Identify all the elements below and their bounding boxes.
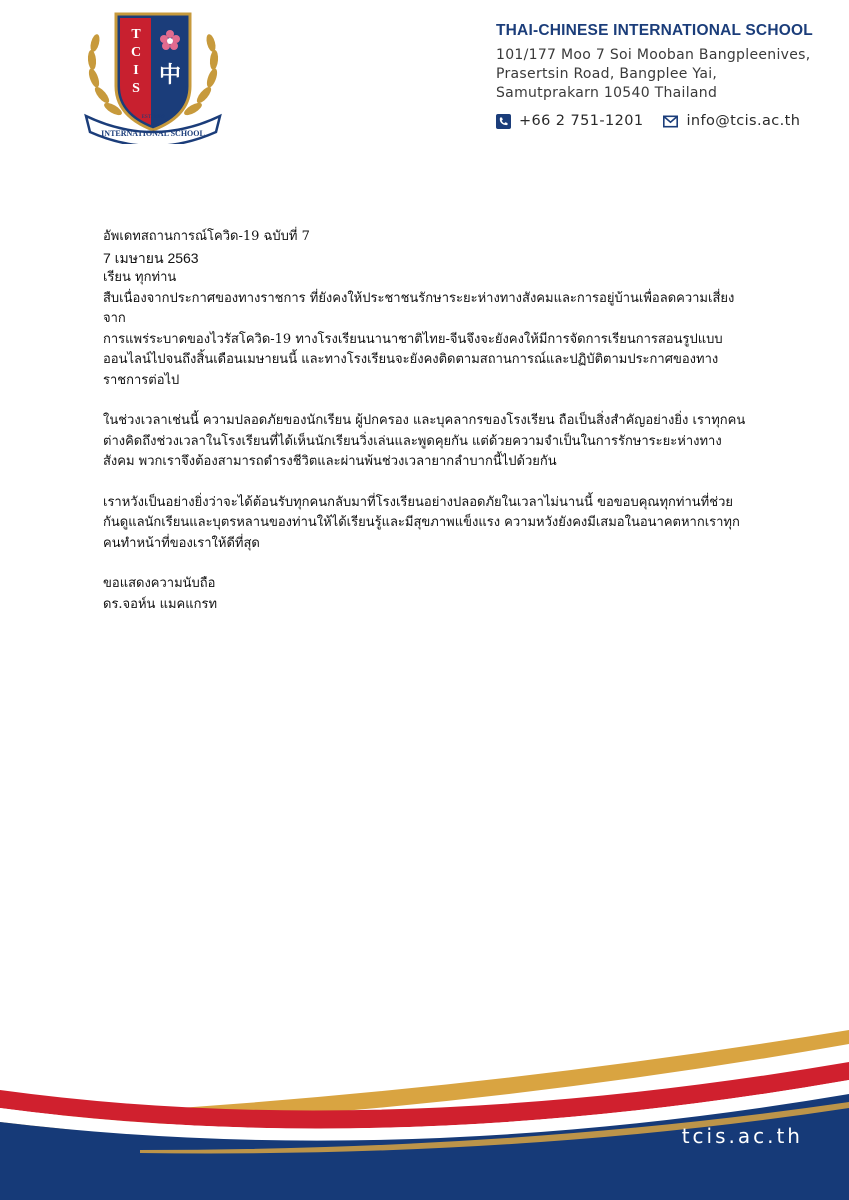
logo-letter: T (131, 27, 141, 42)
letter-closing: ขอแสดงความนับถือ (103, 576, 216, 591)
paragraph-line: ในช่วงเวลาเช่นนี้ ความปลอดภัยของนักเรียน ผู้ปกครอง และบุคลากรของโรงเรียน ถือเป็นสิ่งสำคัญอย่างยิ่ง เราทุกคน (103, 413, 746, 428)
paragraph-line: การแพร่ระบาดของไวรัสโควิด-19 ทางโรงเรียนนานาชาติไทย-จีนจึงจะยังคงให้มีการจัดการเรียนการสอนรูปแบบ (103, 331, 723, 347)
email-address: info@tcis.ac.th (686, 113, 801, 129)
letter-paragraph (103, 411, 753, 473)
letter-salutation: เรียน ทุกท่าน (103, 270, 177, 285)
paragraph-line: ออนไลน์ไปจนถึงสิ้นเดือนเมษายนนี้ และทางโรงเรียนจะยังคงติดตามสถานการณ์และปฏิบัติตามประกาศของทาง (103, 352, 719, 367)
phone-contact (496, 113, 643, 129)
mail-icon (663, 114, 678, 129)
email-contact (663, 113, 800, 129)
letter-signature: ดร.จอห์น แมคแกรท (103, 596, 218, 612)
letter-paragraph (103, 289, 753, 392)
school-name: THAI-CHINESE INTERNATIONAL SCHOOL (496, 22, 813, 39)
logo-ribbon-text: INTERNATIONAL SCHOOL (101, 129, 205, 138)
logo-letter: C (130, 45, 142, 60)
phone-icon (496, 114, 511, 129)
letter-date: 7 เมษายน 2563 (103, 249, 199, 266)
phone-number: +66 2 751-1201 (519, 113, 644, 129)
contact-row (496, 113, 836, 129)
footer-banner (0, 1030, 849, 1200)
paragraph-line: เราหวังเป็นอย่างยิ่งว่าจะได้ต้อนรับทุกคนกลับมาที่โรงเรียนอย่างปลอดภัยในเวลาไม่นานนี้ ขอขอบคุณทุกท่านที่ช่วย (103, 494, 733, 510)
paragraph-line: ต่างคิดถึงช่วงเวลาในโรงเรียนที่ได้เห็นนักเรียนวิ่งเล่นและพูดคุยกัน แต่ด้วยความจำเป็นในการรักษาระยะห่างทาง (103, 433, 722, 449)
logo-letter: I (133, 63, 139, 78)
letter-subject: อัพเดทสถานการณ์โควิด-19 ฉบับที่ 7 (103, 229, 310, 244)
paragraph-line: สืบเนื่องจากประกาศของทางราชการ ที่ยังคงให้ประชาชนรักษาระยะห่างทางสังคมและการอยู่บ้านเพื่อลดความเสี่ยงจาก (103, 290, 735, 326)
letter-paragraph (103, 493, 753, 555)
logo-est: EST. 1999 (141, 114, 165, 120)
paragraph-line: กันดูแลนักเรียนและบุตรหลานของท่านให้ได้เรียนรู้และมีสุขภาพแข็งแรง ความหวังยังคงมีเสมอในอนาคตหากเราทุก (103, 515, 740, 530)
address-line: Samutprakarn 10540 Thailand (496, 85, 718, 101)
paragraph-line: ราชการต่อไป (103, 372, 180, 388)
school-address (496, 46, 836, 103)
logo-letter: S (132, 81, 140, 96)
logo-chinese-glyph: 中 (158, 63, 182, 88)
letter-body (103, 227, 753, 615)
paragraph-line: สังคม พวกเราจึงต้องสามารถดำรงชีวิตและผ่านพ้นช่วงเวลายากลำบากนี้ไปด้วยกัน (103, 454, 557, 469)
school-logo (80, 8, 226, 144)
address-line: Prasertsin Road, Bangplee Yai, (496, 66, 718, 82)
address-line: 101/177 Moo 7 Soi Mooban Bangpleenives, (496, 47, 811, 63)
website-url: tcis.ac.th (681, 1124, 803, 1148)
school-info (496, 22, 836, 129)
paragraph-line: คนทำหน้าที่ของเราให้ดีที่สุด (103, 535, 260, 551)
